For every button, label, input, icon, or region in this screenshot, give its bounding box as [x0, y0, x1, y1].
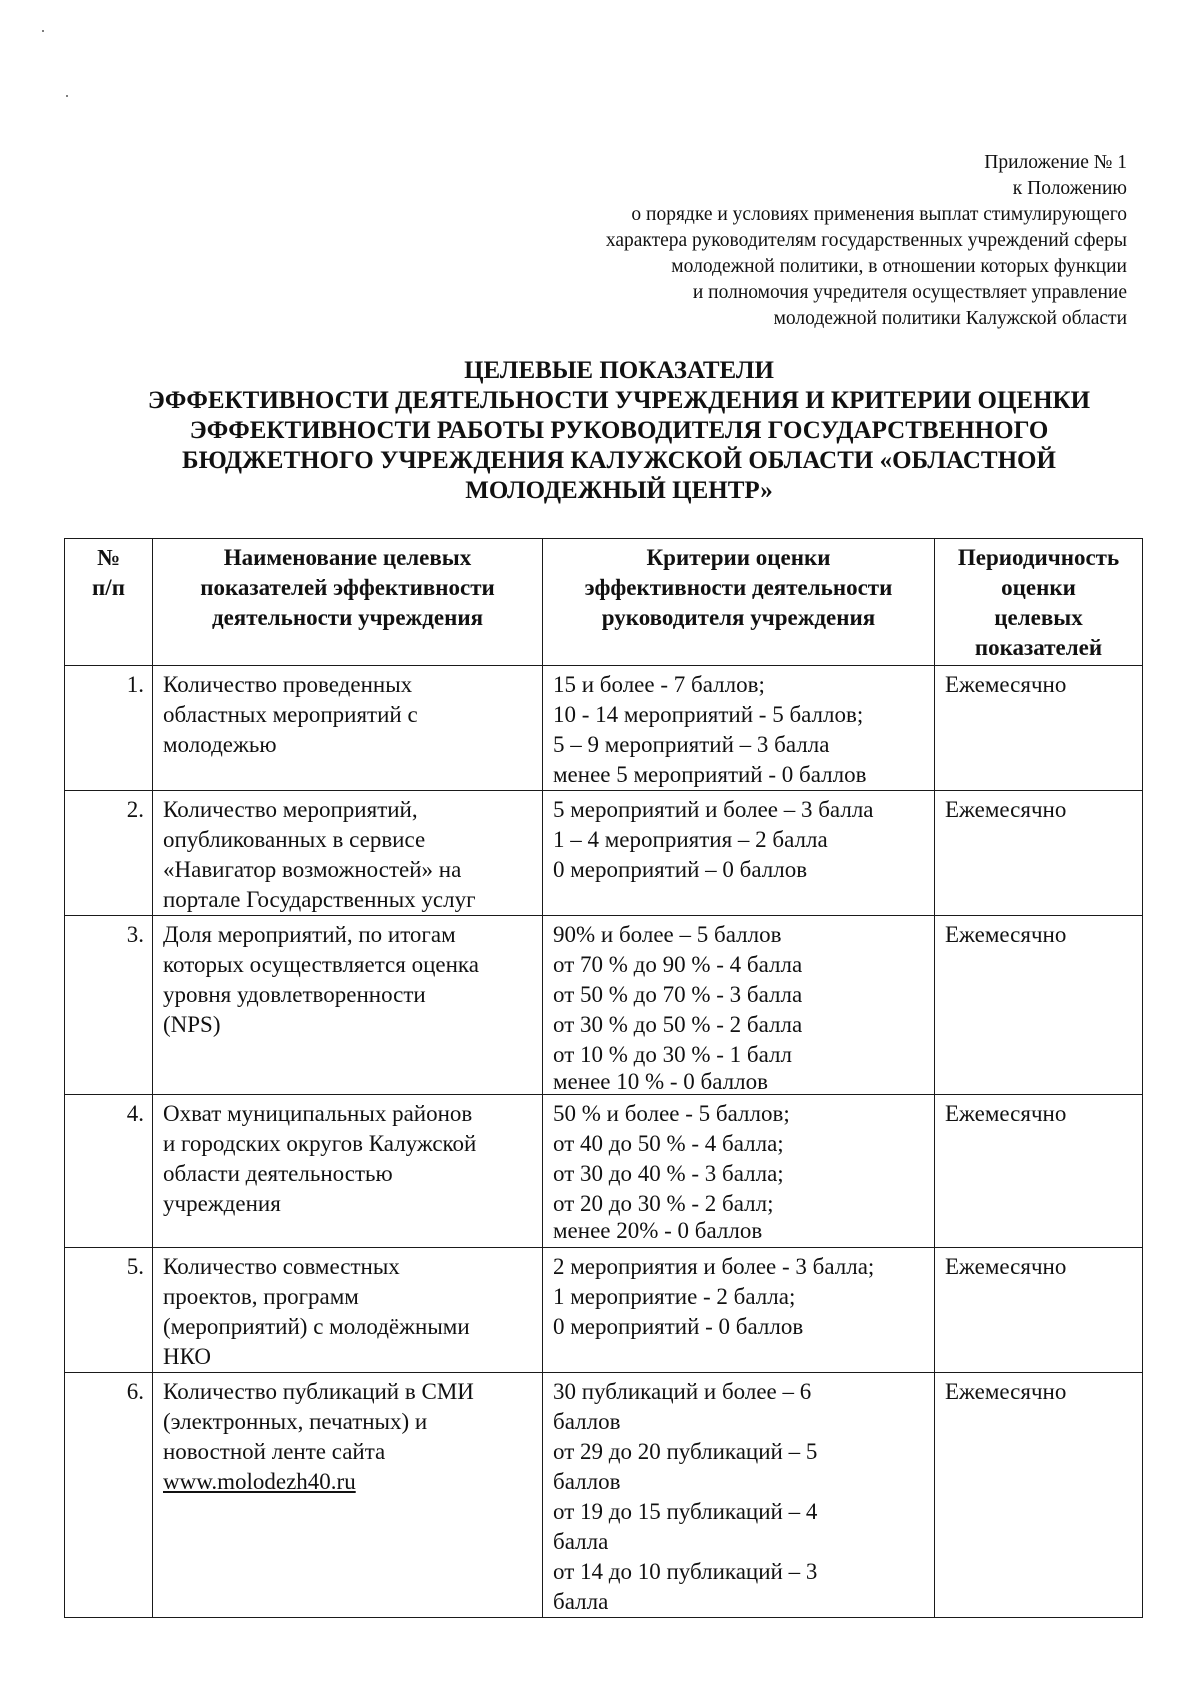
cell-line: которых осуществляется оценка [163, 952, 479, 977]
cell-line: (NPS) [163, 1012, 221, 1037]
criteria-cell [543, 1248, 935, 1373]
period-cell: Ежемесячно [935, 666, 1143, 791]
scan-speck [42, 30, 44, 32]
cell-line: от 40 до 50 % - 4 балла; [553, 1131, 784, 1156]
cell-line: НКО [163, 1344, 211, 1369]
title-line: ЭФФЕКТИВНОСТИ РАБОТЫ РУКОВОДИТЕЛЯ ГОСУДАРСТВЕННОГО [189, 417, 1049, 444]
cell-line: от 30 % до 50 % - 2 балла [553, 1012, 803, 1037]
cell-line: Доля мероприятий, по итогам [163, 922, 456, 947]
cell-line: балла [553, 1529, 609, 1554]
row-number: 5. [65, 1248, 153, 1373]
appendix-line: Приложение № 1 [984, 152, 1127, 173]
cell-line: уровня удовлетворенности [163, 982, 426, 1007]
cell-line: от 14 до 10 публикаций – 3 [553, 1559, 818, 1584]
header-line: № [96, 545, 121, 570]
title-line: ЭФФЕКТИВНОСТИ ДЕЯТЕЛЬНОСТИ УЧРЕЖДЕНИЯ И КРИТЕРИИ ОЦЕНКИ [147, 387, 1091, 414]
indicator-name [153, 1373, 543, 1618]
header-criteria [543, 539, 935, 666]
appendix-line: и полномочия учредителя осуществляет управление [692, 282, 1127, 303]
cell-line: менее 5 мероприятий - 0 баллов [553, 762, 867, 787]
row-number: 4. [65, 1095, 153, 1248]
table-row [65, 666, 1143, 791]
header-num [65, 539, 153, 666]
cell-line: 2 мероприятия и более - 3 балла; [553, 1254, 875, 1279]
appendix-note [606, 150, 1127, 332]
period-cell: Ежемесячно [935, 791, 1143, 916]
period-cell: Ежемесячно [935, 1373, 1143, 1618]
cell-line: от 70 % до 90 % - 4 балла [553, 952, 803, 977]
appendix-line: молодежной политики, в отношении которых функции [671, 256, 1127, 277]
cell-line: учреждения [163, 1191, 281, 1216]
scan-speck [66, 95, 68, 97]
cell-line: менее 10 % - 0 баллов [553, 1069, 768, 1094]
criteria-cell [543, 1095, 935, 1248]
cell-line: областных мероприятий с [163, 702, 418, 727]
cell-line: баллов [553, 1469, 621, 1494]
cell-line: области деятельностью [163, 1161, 393, 1186]
cell-line: проектов, программ [163, 1284, 359, 1309]
table-row [65, 791, 1143, 916]
header-line: эффективности деятельности [584, 575, 893, 600]
header-line: показателей [974, 635, 1103, 660]
indicator-name [153, 1248, 543, 1373]
row-number: 6. [65, 1373, 153, 1618]
cell-line: 50 % и более - 5 баллов; [553, 1101, 790, 1126]
title-line: МОЛОДЕЖНЫЙ ЦЕНТР» [465, 477, 773, 504]
header-period [935, 539, 1143, 666]
appendix-line: к Положению [1012, 178, 1127, 199]
table-header-row [65, 539, 1143, 666]
criteria-cell [543, 916, 935, 1095]
cell-line: от 50 % до 70 % - 3 балла [553, 982, 803, 1007]
cell-line: балла [553, 1589, 609, 1614]
title-line: БЮДЖЕТНОГО УЧРЕЖДЕНИЯ КАЛУЖСКОЙ ОБЛАСТИ «ОБЛАСТНОЙ [182, 447, 1056, 474]
appendix-line: молодежной политики Калужской области [773, 308, 1127, 329]
criteria-cell [543, 666, 935, 791]
cell-line: Количество совместных [163, 1254, 400, 1279]
criteria-table [64, 538, 1143, 1618]
header-name [153, 539, 543, 666]
cell-line: от 19 до 15 публикаций – 4 [553, 1499, 818, 1524]
row-number: 1. [65, 666, 153, 791]
cell-line: от 30 до 40 % - 3 балла; [553, 1161, 784, 1186]
indicator-name [153, 1095, 543, 1248]
indicator-name [153, 916, 543, 1095]
row-number: 3. [65, 916, 153, 1095]
website-link[interactable]: www.molodezh40.ru [163, 1469, 356, 1494]
header-line: деятельности учреждения [211, 605, 484, 630]
cell-line: от 20 до 30 % - 2 балл; [553, 1191, 774, 1216]
cell-line: Количество мероприятий, [163, 797, 418, 822]
cell-line: новостной ленте сайта [163, 1439, 386, 1464]
table-row [65, 916, 1143, 1095]
cell-line: от 10 % до 30 % - 1 балл [553, 1042, 792, 1067]
cell-line: 0 мероприятий - 0 баллов [553, 1314, 804, 1339]
cell-line: менее 20% - 0 баллов [553, 1218, 763, 1243]
cell-line: Охват муниципальных районов [163, 1101, 473, 1126]
cell-line: 30 публикаций и более – 6 [553, 1379, 812, 1404]
cell-line: 1 мероприятие - 2 балла; [553, 1284, 796, 1309]
cell-line: и городских округов Калужской [163, 1131, 477, 1156]
table-row [65, 1095, 1143, 1248]
cell-line: баллов [553, 1409, 621, 1434]
period-cell: Ежемесячно [935, 1248, 1143, 1373]
cell-line: 0 мероприятий – 0 баллов [553, 857, 808, 882]
header-line: показателей эффективности [200, 575, 495, 600]
cell-line: (мероприятий) с молодёжными [163, 1314, 470, 1339]
cell-line: 15 и более - 7 баллов; [553, 672, 765, 697]
header-line: руководителя учреждения [601, 605, 876, 630]
table-row [65, 1373, 1143, 1618]
cell-line: 10 - 14 мероприятий - 5 баллов; [553, 702, 864, 727]
header-line: Наименование целевых [223, 545, 472, 570]
cell-line: 5 – 9 мероприятий – 3 балла [553, 732, 830, 757]
cell-line: (электронных, печатных) и [163, 1409, 428, 1434]
header-line: Периодичность [957, 545, 1120, 570]
row-number: 2. [65, 791, 153, 916]
period-cell: Ежемесячно [935, 1095, 1143, 1248]
indicator-name [153, 666, 543, 791]
header-line: целевых [994, 605, 1083, 630]
cell-line: Количество проведенных [163, 672, 413, 697]
cell-line: 1 – 4 мероприятия – 2 балла [553, 827, 828, 852]
title-line: ЦЕЛЕВЫЕ ПОКАЗАТЕЛИ [464, 357, 774, 384]
cell-line: 90% и более – 5 баллов [553, 922, 782, 947]
cell-line: Количество публикаций в СМИ [163, 1379, 474, 1404]
header-line: Критерии оценки [646, 545, 831, 570]
cell-line: опубликованных в сервисе [163, 827, 426, 852]
cell-line: «Навигатор возможностей» на [163, 857, 462, 882]
criteria-cell [543, 791, 935, 916]
header-line: п/п [92, 575, 125, 600]
cell-line: от 29 до 20 публикаций – 5 [553, 1439, 818, 1464]
appendix-line: о порядке и условиях применения выплат стимулирующего [631, 204, 1127, 225]
appendix-line: характера руководителям государственных учреждений сферы [605, 230, 1127, 251]
table-row [65, 1248, 1143, 1373]
period-cell: Ежемесячно [935, 916, 1143, 1095]
indicator-name [153, 791, 543, 916]
document-title [60, 356, 1178, 506]
cell-line: молодежью [163, 732, 277, 757]
cell-line: портале Государственных услуг [163, 887, 476, 912]
header-line: оценки [1001, 575, 1076, 600]
criteria-cell [543, 1373, 935, 1618]
cell-line: 5 мероприятий и более – 3 балла [553, 797, 874, 822]
